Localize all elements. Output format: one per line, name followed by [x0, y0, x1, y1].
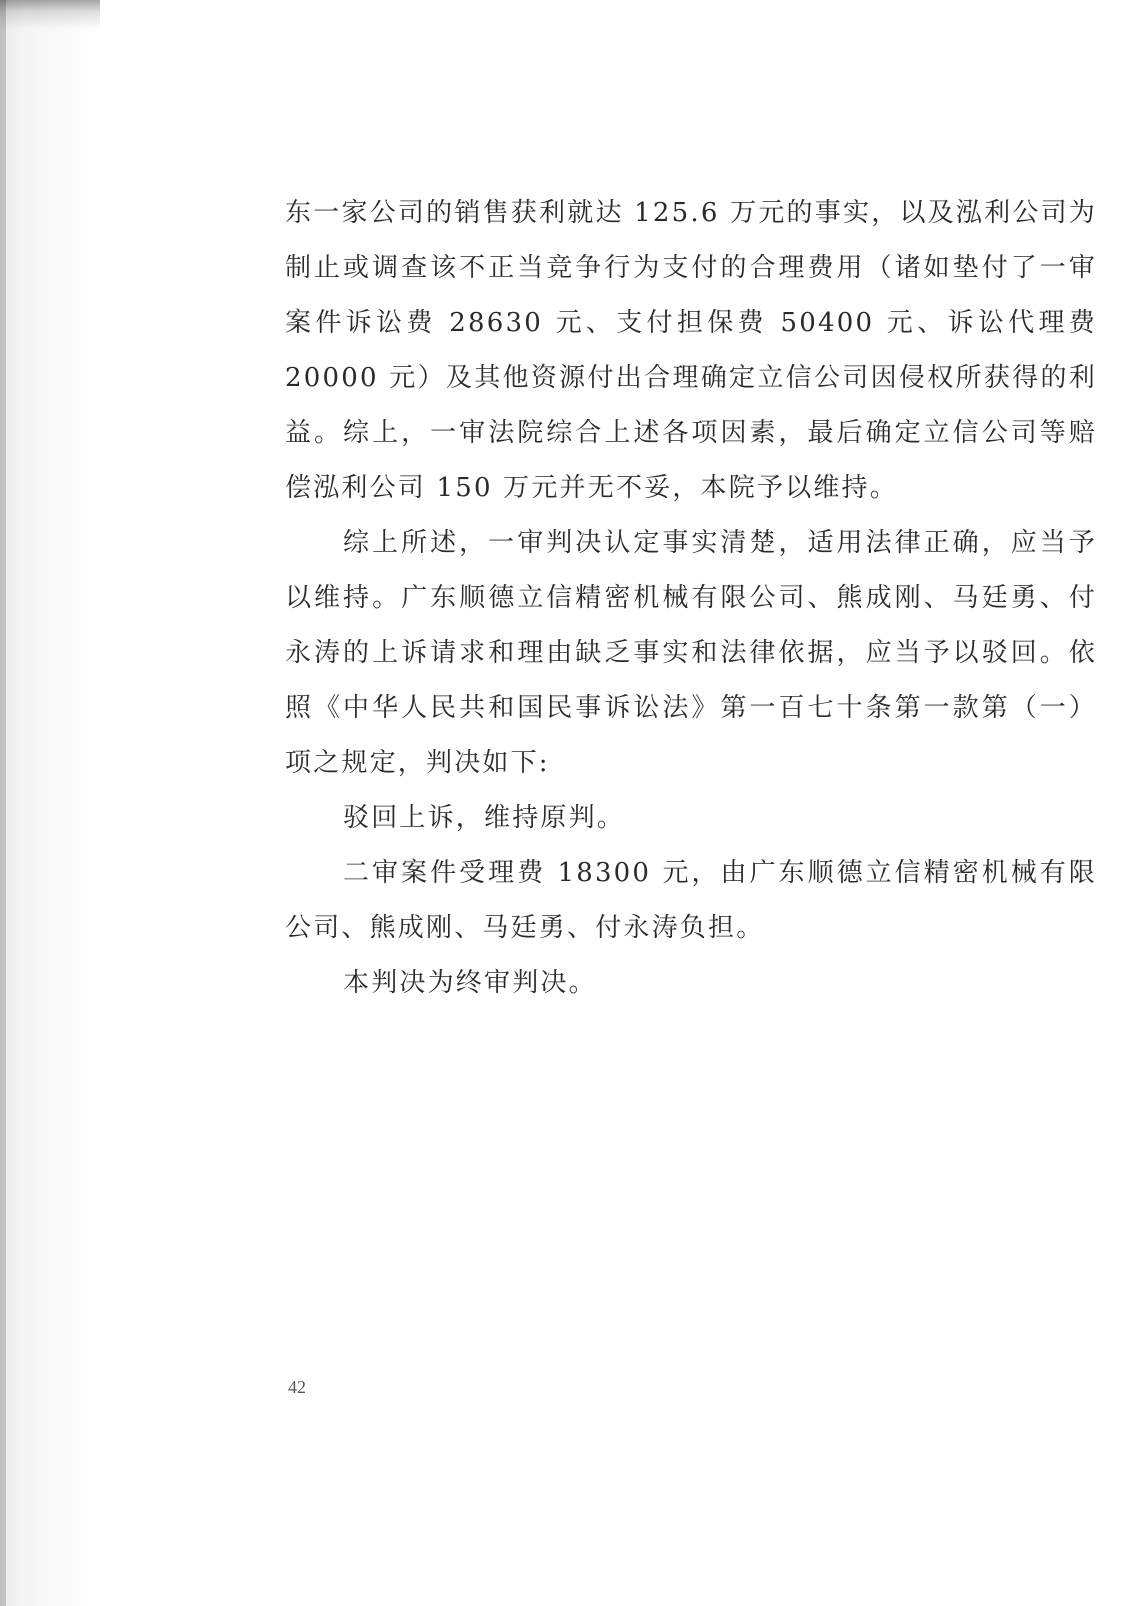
- paragraph-conclusion: 综上所述，一审判决认定事实清楚，适用法律正确，应当予以维持。广东顺德立信精密机械有限公司、熊成刚、马廷勇、付永涛的上诉请求和理由缺乏事实和法律依据，应当予以驳回。依照《中华人民共和国民事诉讼法》第一百七十条第一款第（一）项之规定，判决如下:: [285, 528, 1097, 778]
- scan-edge-shadow: [0, 0, 100, 1606]
- paragraph-court-fee: 二审案件受理费 18300 元，由广东顺德立信精密机械有限公司、熊成刚、马廷勇、付永涛负担。: [285, 858, 1097, 943]
- paragraph-ruling: 驳回上诉，维持原判。: [343, 803, 626, 833]
- page-number: 42: [288, 1377, 306, 1397]
- paragraph-damages-reasoning: 东一家公司的销售获利就达 125.6 万元的事实，以及泓利公司为制止或调查该不正当竞争行为支付的合理费用（诸如垫付了一审案件诉讼费 28630 元、支付担保费 50400 元、诉讼代理费 20000 元）及其他资源付出合理确定立信公司因侵权所获得的利益。综上，一审法院综合上述各项因素，最后确定立信公司等赔偿泓利公司 150 万元并无不妥，本院予以维持。: [285, 198, 1108, 503]
- scan-edge-top-shadow: [0, 0, 100, 30]
- scan-edge-left-border: [0, 0, 6, 1606]
- paragraph-finality: 本判决为终审判决。: [343, 968, 597, 998]
- judgment-body: [285, 186, 1108, 1011]
